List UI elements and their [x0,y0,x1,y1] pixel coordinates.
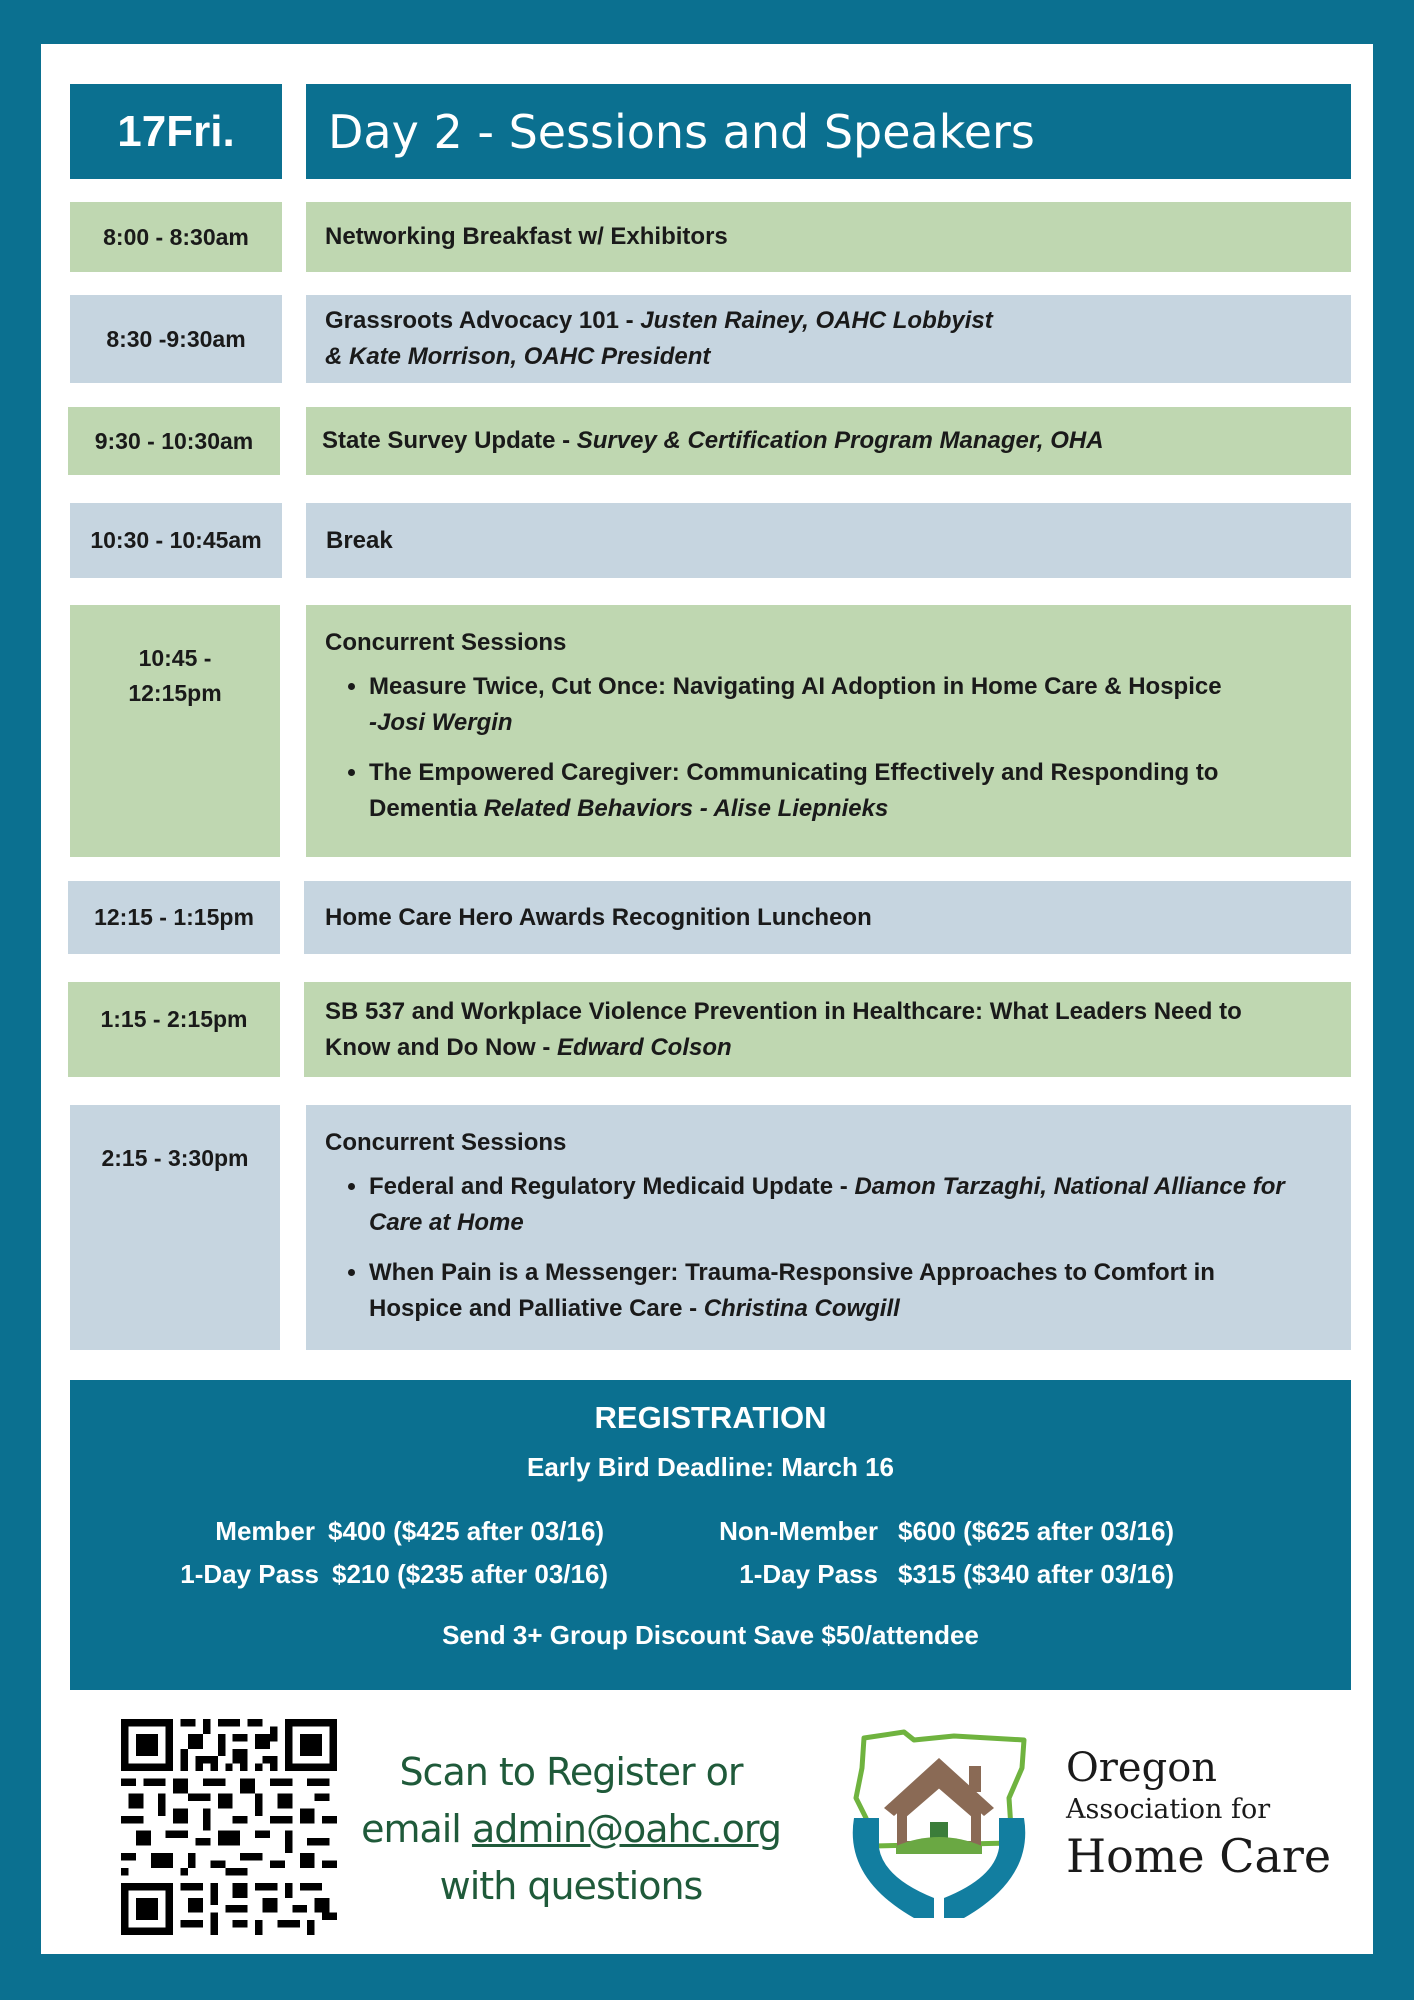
member-price: $400 ($425 after 03/16) [328,1516,605,1546]
nonmember-day-price: $315 ($340 after 03/16) [898,1559,1175,1589]
session-awards-luncheon [304,881,1351,954]
session-title: Concurrent Sessions [325,629,567,656]
flyer-page [41,44,1373,1954]
list-item [369,755,1229,827]
email-link[interactable]: admin@oahc.org [471,1807,781,1851]
nonmember-price: $600 ($625 after 03/16) [898,1516,1175,1546]
session-speaker: Edward Colson [556,1033,732,1061]
registration-title: REGISTRATION [594,1400,827,1435]
session-title: Home Care Hero Awards Recognition Luncheon [325,903,872,931]
session-concurrent-2 [306,1105,1351,1350]
time-label: 10:45 - 12:15pm [128,645,222,706]
session-title: The Empowered Caregiver: Communicating Effectively and Responding to Dementia [369,759,1219,822]
page-title [306,84,1351,179]
session-title: Networking Breakfast w/ Exhibitors [325,223,728,250]
day-badge [70,84,282,179]
org-line-3: Home Care [1066,1829,1332,1883]
page-title-text: Day 2 - Sessions and Speakers [328,104,1035,159]
session-sb537 [304,982,1351,1077]
time-label: 2:15 - 3:30pm [101,1145,249,1171]
time-label: 1:15 - 2:15pm [100,1006,248,1032]
session-title: Concurrent Sessions [325,1129,567,1156]
time-slot [68,982,280,1077]
session-networking-breakfast [306,202,1351,272]
time-label: 9:30 - 10:30am [94,427,254,454]
time-slot [70,202,282,272]
scan-to-register-text [341,1744,801,1915]
list-item [369,1255,1269,1327]
scan-line-2-prefix: email [361,1807,472,1851]
member-day-price: $210 ($235 after 03/16) [332,1559,609,1589]
org-line-1: Oregon [1066,1745,1218,1791]
time-slot [70,1105,280,1350]
time-label: 8:30 -9:30am [106,325,246,352]
group-discount: Send 3+ Group Discount Save $50/attendee [442,1620,979,1650]
session-title: SB 537 and Workplace Violence Prevention in Healthcare: What Leaders Need to Know and Do Now - [325,997,1242,1061]
session-grassroots-advocacy [306,295,1351,383]
day-label: 17Fri. [117,106,235,156]
scan-line-3: with questions [439,1864,703,1908]
member-label: Member [215,1516,315,1546]
time-label: 8:00 - 8:30am [103,223,249,250]
time-slot [68,881,280,954]
qr-code-icon[interactable] [121,1719,337,1935]
time-label: 10:30 - 10:45am [90,527,262,554]
session-title: Measure Twice, Cut Once: Navigating AI Adoption in Home Care & Hospice [369,673,1222,700]
oahc-logo-icon [844,1728,1034,1928]
session-title: When Pain is a Messenger: Trauma-Responsive Approaches to Comfort in Hospice and Palliative Care - [369,1259,1215,1322]
time-slot [70,605,280,857]
session-break [306,503,1351,578]
session-speaker: Justen Rainey, OAHC Lobbyist [640,307,993,334]
session-title: Federal and Regulatory Medicaid Update - [369,1173,855,1200]
session-speaker: Related Behaviors - Alise Liepnieks [483,795,889,822]
session-list [325,1169,1331,1327]
scan-line-2 [341,1801,801,1858]
session-speaker: Christina Cowgill [703,1295,900,1322]
time-slot [68,407,280,475]
organization-name [1066,1744,1331,1884]
registration-panel [70,1380,1351,1690]
time-label: 12:15 - 1:15pm [94,904,254,931]
session-speaker: Survey & Certification Program Manager, OHA [576,427,1104,454]
list-item [369,669,1331,741]
session-state-survey [306,407,1351,475]
early-bird-deadline: Early Bird Deadline: March 16 [526,1452,895,1482]
time-slot [70,503,282,578]
list-item [369,1169,1331,1241]
session-speaker: & Kate Morrison, OAHC President [325,343,711,370]
session-title: Grassroots Advocacy 101 - [325,307,641,334]
time-slot [70,295,282,383]
session-speaker: -Josi Wergin [369,709,513,736]
session-concurrent-1 [306,605,1351,857]
session-title: Break [326,526,393,554]
member-day-label: 1-Day Pass [180,1559,319,1589]
scan-line-1: Scan to Register or [399,1750,743,1794]
nonmember-label: Non-Member [719,1516,878,1546]
session-list [325,669,1331,827]
org-line-2: Association for [1066,1794,1271,1825]
session-title: State Survey Update - [322,427,577,454]
nonmember-day-label: 1-Day Pass [739,1559,878,1589]
session-speaker: Damon Tarzaghi, National Alliance for Care at Home [369,1173,1285,1236]
